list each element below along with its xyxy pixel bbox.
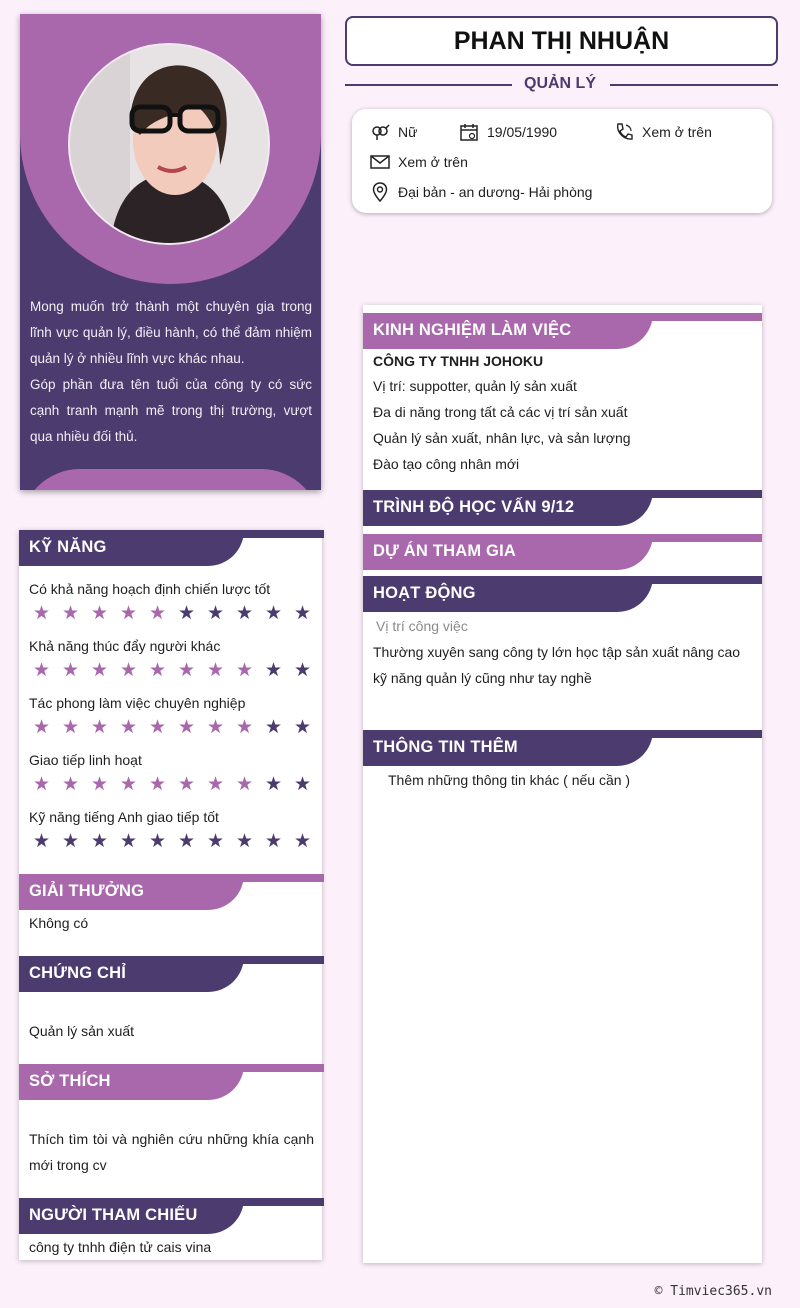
star-icon: ★ [119,660,138,681]
star-icon: ★ [206,660,225,681]
star-icon: ★ [32,774,51,795]
skill-rating [27,832,317,852]
section-title: NGƯỜI THAM CHIẾU [29,1206,198,1224]
star-icon: ★ [264,774,283,795]
experience-line: Đào tạo công nhân mới [373,456,520,472]
section-title: GIẢI THƯỞNG [29,882,145,900]
skill-name: Tác phong làm việc chuyên nghiệp [29,695,246,711]
star-icon: ★ [177,717,196,738]
star-icon: ★ [206,603,225,624]
profile-bottom-arc [20,469,321,490]
star-icon: ★ [293,831,312,852]
activity-position-placeholder: Vị trí công việc [376,618,468,634]
star-icon: ★ [177,603,196,624]
star-icon: ★ [177,660,196,681]
section-title: SỞ THÍCH [29,1072,111,1090]
star-icon: ★ [119,831,138,852]
star-icon: ★ [264,603,283,624]
experience-line: Vị trí: suppotter, quản lý sản xuất [373,378,577,394]
skill-rating [27,661,317,681]
gender-value: Nữ [398,124,418,140]
section-references-header [19,1198,324,1234]
star-icon: ★ [119,774,138,795]
star-icon: ★ [90,603,109,624]
section-experience-header [363,313,762,349]
skill-name: Khả năng thúc đẩy người khác [29,638,221,654]
experience-line: Đa di năng trong tất cả các vị trí sản xuất [373,404,628,420]
star-icon: ★ [32,603,51,624]
section-title: TRÌNH ĐỘ HỌC VẤN 9/12 [373,498,575,516]
star-icon: ★ [32,660,51,681]
star-icon: ★ [148,660,167,681]
phone-value: Xem ở trên [642,124,712,140]
star-icon: ★ [119,717,138,738]
section-education-header [363,490,762,526]
footer-credit: © Timviec365.vn [654,1284,772,1299]
profile-card [20,14,321,490]
star-icon: ★ [206,774,225,795]
section-hobbies-header [19,1064,324,1100]
star-icon: ★ [293,717,312,738]
experience-line: Quản lý sản xuất, nhân lực, và sản lượng [373,430,631,446]
extra-text: Thêm những thông tin khác ( nếu cần ) [388,772,631,788]
activity-text: Thường xuyên sang công ty lớn học tập sản xuất nâng cao kỹ năng quản lý cũng như tay nghề [373,644,741,686]
star-icon: ★ [148,603,167,624]
star-icon: ★ [235,774,254,795]
hobbies-text: Thích tìm tòi và nghiên cứu những khía cạnh mới trong cv [29,1131,314,1173]
section-awards-header [19,874,324,910]
avatar [68,43,270,245]
star-icon: ★ [90,660,109,681]
star-icon: ★ [293,603,312,624]
section-skills-header [19,530,324,566]
star-icon: ★ [32,717,51,738]
calendar-icon [459,122,479,142]
star-icon: ★ [61,717,80,738]
star-icon: ★ [61,774,80,795]
dob-value: 19/05/1990 [487,124,558,140]
section-title: HOẠT ĐỘNG [373,584,476,602]
star-icon: ★ [90,717,109,738]
gender-icon [370,122,390,142]
email-value: Xem ở trên [398,154,468,170]
star-icon: ★ [119,603,138,624]
star-icon: ★ [32,831,51,852]
star-icon: ★ [148,831,167,852]
skill-rating [27,604,317,624]
address-value: Đại bản - an dương- Hải phòng [398,184,593,200]
star-icon: ★ [235,831,254,852]
star-icon: ★ [235,717,254,738]
star-icon: ★ [148,774,167,795]
star-icon: ★ [90,774,109,795]
contact-phone [614,122,712,142]
star-icon: ★ [293,774,312,795]
star-icon: ★ [264,660,283,681]
star-icon: ★ [264,717,283,738]
section-certificates-header [19,956,324,992]
divider [345,84,512,86]
location-icon [370,182,390,202]
star-icon: ★ [206,717,225,738]
skill-name: Có khả năng hoạch định chiến lược tốt [29,581,271,597]
candidate-name: PHAN THỊ NHUẬN [345,16,778,66]
star-icon: ★ [177,831,196,852]
contact-dob [459,122,557,142]
section-title: DỰ ÁN THAM GIA [373,542,516,560]
star-icon: ★ [177,774,196,795]
contact-address [370,182,592,202]
job-title: QUẢN LÝ [524,75,596,92]
star-icon: ★ [61,603,80,624]
contact-gender [370,122,417,142]
star-icon: ★ [90,831,109,852]
skill-rating [27,775,317,795]
contact-box [352,109,772,213]
divider [610,84,778,86]
mail-icon [370,152,390,172]
certificates-text: Quản lý sản xuất [29,1023,135,1039]
star-icon: ★ [235,660,254,681]
section-activities-header [363,576,762,612]
star-icon: ★ [293,660,312,681]
section-extra-header [363,730,762,766]
awards-text: Không có [29,915,89,931]
contact-email [370,152,468,172]
skill-name: Kỹ năng tiếng Anh giao tiếp tốt [29,809,219,825]
section-title: KỸ NĂNG [29,538,107,556]
star-icon: ★ [235,603,254,624]
skill-rating [27,718,317,738]
left-panel [19,530,322,1260]
section-title: CHỨNG CHỈ [29,964,127,982]
star-icon: ★ [264,831,283,852]
star-icon: ★ [61,660,80,681]
right-panel [363,305,762,1263]
star-icon: ★ [61,831,80,852]
career-objective: Mong muốn trở thành một chuyên gia trong lĩnh vực quản lý, điều hành, có thể đảm nhiệm quản lý ở nhiều lĩnh vực khác nhau. Góp phần đưa tên tuổi của công ty có sức cạnh tranh mạnh mẽ trong thị trường, vượt qua nhiều đối thủ. [30,299,312,444]
skill-name: Giao tiếp linh hoạt [29,752,142,768]
star-icon: ★ [206,831,225,852]
section-projects-header [363,534,762,570]
references-text: công ty tnhh điện tử cais vina [29,1239,212,1255]
section-title: KINH NGHIỆM LÀM VIỆC [373,321,572,339]
company-name: CÔNG TY TNHH JOHOKU [373,353,544,369]
star-icon: ★ [148,717,167,738]
section-title: THÔNG TIN THÊM [373,738,518,756]
phone-icon [614,122,634,142]
